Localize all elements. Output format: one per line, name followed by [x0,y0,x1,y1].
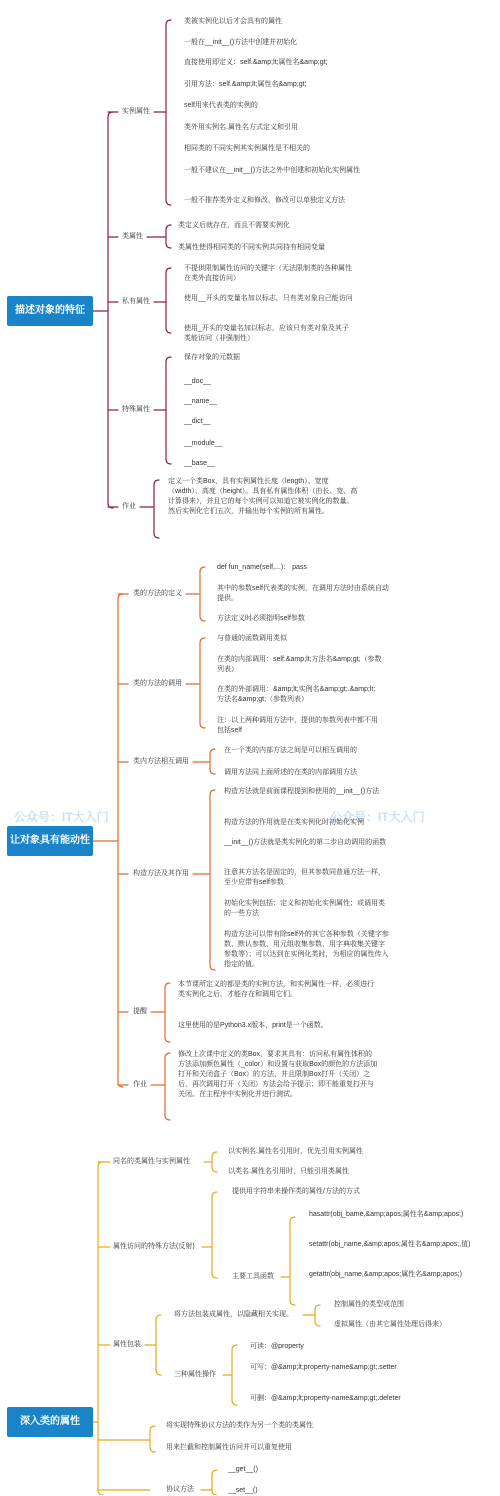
leaf-node: 类定义后就存在，而且不需要实例化 [178,222,290,229]
branch-label: 属性包装 [113,1341,141,1348]
leaf-node: 将方法包装成属性，以隐藏相关实现。 [174,1311,293,1318]
brace-line [200,567,205,621]
leaf-node: 与普通的函数调用类似 [217,635,287,642]
leaf-node: 保存对象的元数据 [184,354,240,361]
brace-line [212,1192,217,1278]
leaf-node: hasattr(obj_bame,&amp;apos;属性名&amp;apos;) [309,1211,464,1218]
brace-line [156,1315,161,1375]
branch-label: 特殊属性 [122,406,150,413]
brace-line [212,1470,217,1495]
leaf-node: 在类的内部调用：self.&amp;lt;方法名&amp;gt;（参数列表） [217,656,382,673]
leaf-node: 一般在__init__()方法中创建并初始化 [184,39,298,46]
brace-line [290,1217,295,1305]
leaf-node: 控制属性的类型或范围 [334,1301,404,1308]
branch-label: 类属性 [122,233,143,240]
watermark-text: 公众号：IT大入门 [330,810,425,824]
leaf-node: 可写：@&amp;lt;property-name&amp;gt;.setter [250,1364,397,1371]
leaf-node: 相同类的不同实例其实例属性是不相关的 [184,145,310,152]
brace-line [166,357,171,464]
branch-label: 构造方法及其作用 [133,870,189,877]
brace-line [166,20,171,205]
brace-line [165,983,170,1042]
leaf-node: 可读：@property [250,1343,304,1350]
leaf-node: __set__() [228,1487,258,1494]
brace-line [154,480,159,538]
leaf-node: 一般不建议在__init__()方法之外中创建和初始化实例属性 [184,167,361,174]
branch-label: 实例属性 [122,108,150,115]
leaf-node: 在类的外部调用：&amp;lt;实例名&amp;gt;.&amp;lt;方法名&amp;gt;（参数列表） [217,686,376,703]
leaf-node: 引用方法：self.&amp;lt;属性名&amp;gt; [184,81,307,88]
leaf-node: 类被实例化以后才会具有的属性 [184,18,282,25]
brace-line [210,790,215,970]
leaf-node: 其中的参数self代表类的实例，在调用方法时由系统自动提供。 [217,585,389,602]
leaf-node: __base__ [184,460,215,467]
branch-label: 协议方法 [166,1486,194,1493]
leaf-node: def fun_name(self,...)： pass [217,564,307,571]
leaf-node: 构造方法的作用就是在类实例化时初始化实例 [224,819,364,826]
leaf-node: 构造方法就是前面课程提到和使用的__init__()方法 [224,788,380,795]
leaf-node: 调用方法同上面所述的在类的内部调用方法 [224,769,357,776]
brace-line [118,594,123,1087]
branch-label: 作业 [133,1081,147,1088]
branch-label: 属性访问的特殊方法(反射) [113,1243,195,1250]
leaf-node: __dict__ [184,418,211,425]
leaf-node: self用来代表类的实例的 [184,102,258,109]
leaf-node: 提供用字符串来操作类的属性/方法的方式 [232,1188,360,1195]
leaf-node: 注：以上两种调用方法中，提供的参数列表中都不用包括self [217,717,378,734]
leaf-node: 修改上次课中定义的类Box，要求其具有：访问私有属性体积的方法添加颜色属性（_color）和设置与获取Box的颜色的方法添加打开和关闭盒子（Box）的方法，并且限制Box打开（关闭）之后，再次调用打开（关闭）方法会给予提示；即不能重复打开与关闭。在主程序中实例化并进行测试。 [178,1051,378,1098]
leaf-node: 直接使用即定义：self.&amp;lt;属性名&amp;gt; [184,59,328,66]
leaf-node: 不提供限制属性访问的关键字（无法限制类的各种属性在类外直接访问） [184,265,352,282]
leaf-node: 定义一个类Box，具有实例属性长度（length）、宽度（width）、高度（height）。具有私有属性体积（由长、宽、高计算得来），并且它的每个实例可以知道它被实例化的数量。然后实例化它们五次，并输出每个实例的所有属性。 [168,478,358,515]
branch-label: 作业 [122,503,136,510]
brace-line [166,268,171,333]
branch-label: 类内方法相互调用 [133,758,189,765]
leaf-node: __init__()方法就是类实例化的第二步自动调用的函数 [224,839,387,846]
brace-line [210,749,215,774]
leaf-node: 以实例名.属性名引用时，优先引用实例属性 [228,1148,363,1155]
branch-label: 提醒 [133,1008,147,1015]
brace-line [315,1305,320,1326]
leaf-node: 将实现特殊协议方法的类作为另一个类的类属性 [166,1422,313,1429]
leaf-node: 初始化实例包括：定义和初始化实例属性；或调用类的一些方法 [224,900,385,917]
sub-branch-label: 三种属性操作 [174,1371,216,1378]
leaf-node: 一般不推荐类外定义和修改，修改可以单独定义方法 [184,197,345,204]
leaf-node: __doc__ [184,378,211,385]
branch-label: 类的方法的定义 [133,590,182,597]
brace-line [200,638,205,728]
topic-object-methods[interactable]: 让对象具有能动性 [7,826,93,856]
leaf-node: 构造方法可以带有除self外的其它各种参数（关键字参数、默认参数、用元组收集参数、用字典收集关键字参数等）；可以达到在实例化类时，为相应的属性传入指定的值。 [224,931,389,968]
brace-line [150,1426,155,1452]
leaf-node: 类属性使得相同类的不同实例共同持有相同变量 [178,244,325,251]
leaf-node: 使用_开头的变量名加以标志，应该只有类对象及其子类能访问（非强制性） [184,325,349,342]
leaf-node: 以类名.属性名引用时，只能引用类属性 [228,1168,349,1175]
brace-line [165,1053,170,1120]
brace-line [232,1345,237,1405]
leaf-node: 可删：@&amp;lt;property-name&amp;gt;.deleter [250,1395,401,1402]
brace-line [98,1162,103,1495]
leaf-node: 这里使用的是Python3.x版本，print是一个函数。 [178,1022,328,1029]
brace-line [166,225,171,248]
branch-label: 类的方法的调用 [133,680,182,687]
leaf-node: 虚拟属性（由其它属性处理后得来） [334,1321,446,1328]
brace-line [108,112,113,508]
leaf-node: 用来拦截和控制属性访问并可以重复使用 [166,1444,292,1451]
watermark-text: 公众号：IT大入门 [14,810,109,824]
topic-describe-object[interactable]: 描述对象的特征 [7,296,93,326]
leaf-node: 注意其方法名是固定的，但其参数同普通方法一样，至少应带有self参数 [224,869,385,886]
leaf-node: __get__() [228,1466,258,1473]
leaf-node: 本节课所定义的都是类的实例方法，和实例属性一样，必须进行类实例化之后，才能存在和调用它们。 [178,981,374,998]
branch-label: 同名的类属性与实例属性 [113,1158,190,1165]
leaf-node: 使用__开头的变量名加以标志，只有类对象自己能访问 [184,295,353,302]
leaf-node: 方法定义时必须指明self参数 [217,615,305,622]
brace-line [212,1152,217,1172]
leaf-node: setattr(obj_name,&amp;apos;属性名&amp;apos;,值) [309,1241,471,1248]
branch-label: 私有属性 [122,298,150,305]
leaf-node: 类外用实例名.属性名方式定义和引用 [184,124,298,131]
leaf-node: __module__ [184,440,223,447]
leaf-node: __name__ [184,398,218,405]
sub-branch-label: 主要工具函数 [232,1273,274,1280]
topic-class-attributes[interactable]: 深入类的属性 [7,1407,93,1437]
leaf-node: getattr(obj_name,&amp;apos;属性名&amp;apos;) [309,1271,462,1278]
leaf-node: 在一个类的内部方法之间是可以相互调用的 [224,747,357,754]
